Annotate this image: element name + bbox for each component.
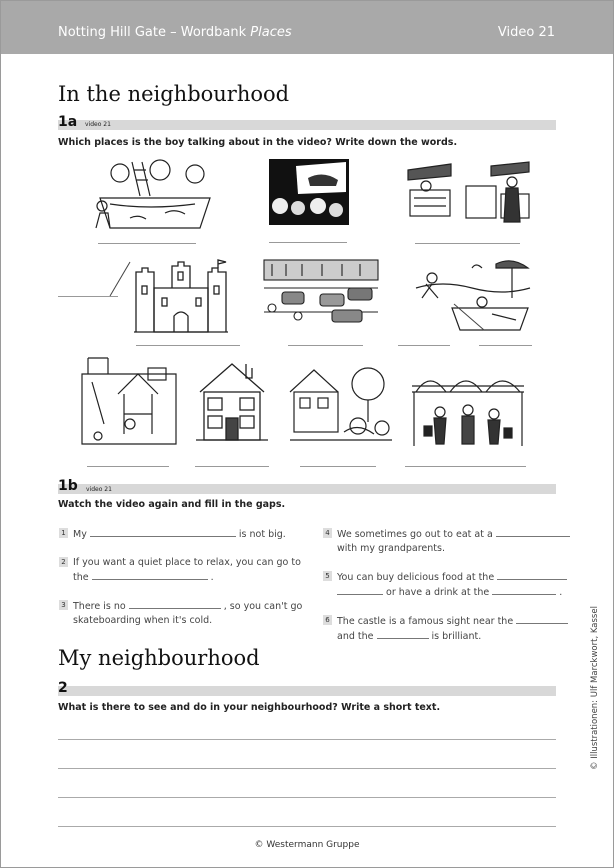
item-text: If you want a quiet place to relax, you can go to the . <box>73 557 301 583</box>
item-text: My is not big. <box>73 529 286 540</box>
gap-item-6 <box>323 614 563 644</box>
header-video-label: Video 21 <box>497 25 555 40</box>
answer-line-beach-2[interactable] <box>479 345 532 346</box>
pointer-line-castle <box>108 258 132 298</box>
writing-line-3[interactable] <box>58 797 556 798</box>
writing-line-1[interactable] <box>58 739 556 740</box>
writing-line-2[interactable] <box>58 768 556 769</box>
gap-field[interactable] <box>496 527 570 537</box>
task-instruction-2: What is there to see and do in your neighbourhood? Write a short text. <box>58 702 441 713</box>
item-number: 3 <box>59 600 68 610</box>
item-number: 4 <box>323 528 332 538</box>
page-header <box>1 1 613 54</box>
item-number: 2 <box>59 557 68 567</box>
writing-line-4[interactable] <box>58 826 556 827</box>
answer-line-castle[interactable] <box>136 345 240 346</box>
gap-item-2 <box>59 556 309 586</box>
answer-line-street[interactable] <box>288 345 363 346</box>
answer-line-shopping-centre[interactable] <box>405 466 526 467</box>
illustration-credit: © Illustrationen: Ulf Marckwort, Kassel <box>590 606 600 770</box>
castle-icon <box>132 258 230 336</box>
answer-line-beach-1[interactable] <box>398 345 450 346</box>
playground-icon <box>78 354 180 448</box>
gap-field[interactable] <box>497 570 567 580</box>
gap-field[interactable] <box>129 599 221 609</box>
house-icon <box>194 358 270 444</box>
item-number: 5 <box>323 571 332 581</box>
item-text: You can buy delicious food at the or have a drink at the . <box>337 570 567 600</box>
gap-field[interactable] <box>92 570 208 580</box>
gap-field[interactable] <box>377 629 429 639</box>
answer-line-cinema[interactable] <box>269 242 347 243</box>
gap-field[interactable] <box>337 585 383 595</box>
answer-line-garden[interactable] <box>300 466 376 467</box>
gap-field[interactable] <box>516 614 568 624</box>
shopping-centre-icon <box>410 372 526 448</box>
item-number: 6 <box>323 615 332 625</box>
gap-field[interactable] <box>90 527 236 537</box>
item-number: 1 <box>59 528 68 538</box>
gap-item-1 <box>59 527 299 557</box>
section-heading-my-neighbourhood: My neighbourhood <box>58 646 260 670</box>
pointer-line-beach <box>450 300 490 332</box>
item-text: There is no , so you can't go skateboarding when it's cold. <box>73 601 303 626</box>
cinema-icon <box>268 158 350 226</box>
task-number-2: 2 <box>58 680 68 696</box>
task-number-1b: 1b <box>58 478 78 494</box>
answer-line-market[interactable] <box>415 243 520 244</box>
task-bar-1a <box>58 120 556 130</box>
gap-field[interactable] <box>492 585 556 595</box>
answer-line-playground[interactable] <box>87 466 169 467</box>
market-icon <box>406 160 531 224</box>
task-bar-2 <box>58 686 556 696</box>
page-footer: © Westermann Gruppe <box>254 840 360 850</box>
park-icon <box>90 158 216 230</box>
task-instruction-1b: Watch the video again and fill in the gaps. <box>58 499 286 510</box>
header-title-italic: Places <box>250 25 292 40</box>
item-text: We sometimes go out to eat at a with my grandparents. <box>337 527 570 556</box>
answer-line-park[interactable] <box>98 243 196 244</box>
task-tag-1b: video 21 <box>86 486 112 493</box>
section-heading-neighbourhood: In the neighbourhood <box>58 82 290 106</box>
task-instruction-1a: Which places is the boy talking about in the video? Write down the words. <box>58 137 458 148</box>
task-bar-1b <box>58 484 556 494</box>
task-number-1a: 1a <box>58 114 78 130</box>
task-tag-1a: video 21 <box>85 121 111 128</box>
garden-icon <box>288 362 394 444</box>
gap-item-3 <box>59 599 309 629</box>
gap-item-4 <box>323 527 563 557</box>
answer-line-house[interactable] <box>195 466 269 467</box>
street-icon <box>262 258 380 324</box>
header-title: Notting Hill Gate – Wordbank Places <box>58 25 292 40</box>
item-text: The castle is a famous sight near the and the is brilliant. <box>337 614 568 644</box>
gap-item-5 <box>323 570 563 600</box>
